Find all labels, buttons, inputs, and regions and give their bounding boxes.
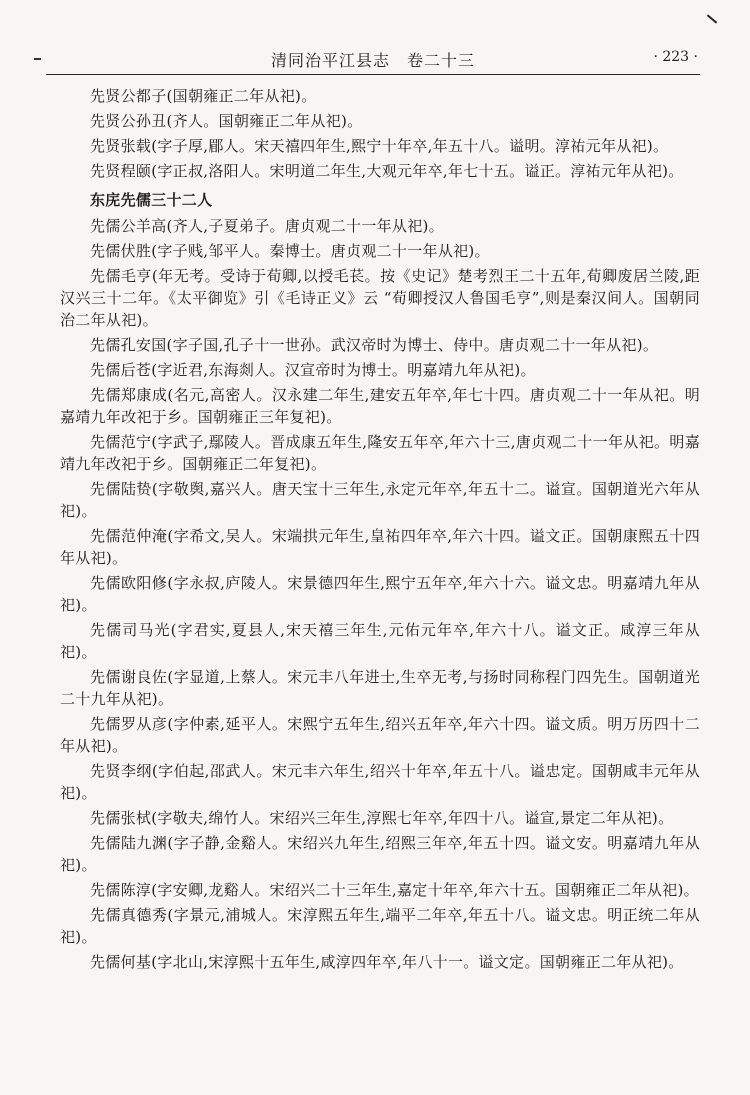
entry-paragraph: 先儒毛亨(年无考。受诗于荀卿,以授毛苌。按《史记》楚考烈王二十五年,荀卿废居兰陵,距汉兴三十二年。《太平御览》引《毛诗正义》云 “荀卿授汉人鲁国毛亨”,则是秦汉间人。国朝同治二年从祀)。 [60,267,700,329]
entry-paragraph: 先儒陆贽(字敬舆,嘉兴人。唐天宝十三年生,永定元年卒,年五十二。谥宣。国朝道光六年从祀)。 [60,480,700,520]
entry-paragraph: 先贤公孙丑(齐人。国朝雍正二年从祀)。 [90,112,363,130]
entry-paragraph: 先儒司马光(字君实,夏县人,宋天禧三年生,元佑元年卒,年六十八。谥文正。咸淳三年从祀)。 [60,621,700,661]
scan-mark [34,58,41,60]
entry-paragraph: 先儒欧阳修(字永叔,庐陵人。宋景德四年生,熙宁五年卒,年六十六。谥文忠。明嘉靖九年从祀)。 [60,574,700,614]
entry-paragraph: 先儒陆九渊(字子静,金谿人。宋绍兴九年生,绍熙三年卒,年五十四。谥文安。明嘉靖九年从祀)。 [60,834,700,874]
entry-paragraph: 先儒后苍(字近君,东海剡人。汉宣帝时为博士。明嘉靖九年从祀)。 [90,361,536,379]
entry-paragraph: 先贤李纲(字伯起,邵武人。宋元丰六年生,绍兴十年卒,年五十八。谥忠定。国朝咸丰元年从祀)。 [60,762,700,802]
running-header [46,44,700,75]
scan-mark [707,14,717,23]
entry-paragraph: 先儒真德秀(字景元,浦城人。宋淳熙五年生,端平二年卒,年五十八。谥文忠。明正统二年从祀)。 [60,906,700,946]
entry-paragraph: 先贤张载(字子厚,郿人。宋天禧四年生,熙宁十年卒,年五十八。谥明。淳祐元年从祀)。 [90,137,669,155]
entry-paragraph: 先儒孔安国(字子国,孔子十一世孙。武汉帝时为博士、侍中。唐贞观二十一年从祀)。 [90,336,659,354]
header-title: 清同治平江县志 卷二十三 [270,51,475,70]
entry-paragraph: 先儒伏胜(字子贱,邹平人。秦博士。唐贞观二十一年从祀)。 [90,242,490,260]
entry-paragraph: 先儒陈淳(字安卿,龙谿人。宋绍兴二十三年生,嘉定十年卒,年六十五。国朝雍正二年从祀)。 [90,881,699,899]
entry-paragraph: 先贤公都子(国朝雍正二年从祀)。 [90,87,317,105]
entry-paragraph: 先儒张栻(字敬夫,绵竹人。宋绍兴三年生,淳熙七年卒,年四十八。谥宣,景定二年从祀)。 [90,809,674,827]
entry-paragraph: 先儒罗从彦(字仲素,延平人。宋熙宁五年生,绍兴五年卒,年六十四。谥文质。明万历四十二年从祀)。 [60,715,700,755]
entry-paragraph: 先儒范宁(字武子,鄢陵人。晋成康五年生,隆安五年卒,年六十三,唐贞观二十一年从祀。明嘉靖九年改祀于乡。国朝雍正二年复祀)。 [60,433,700,473]
entry-paragraph: 先儒何基(字北山,宋淳熙十五年生,咸淳四年卒,年八十一。谥文定。国朝雍正二年从祀)。 [90,953,684,971]
page-number: · 223 · [653,49,698,65]
entry-paragraph: 先儒谢良佐(字显道,上蔡人。宋元丰八年进士,生卒无考,与扬时同称程门四先生。国朝道光二十九年从祀)。 [60,668,700,708]
entry-paragraph: 先儒郑康成(名元,高密人。汉永建二年生,建安五年卒,年七十四。唐贞观二十一年从祀。明嘉靖九年改祀于乡。国朝雍正三年复祀)。 [60,386,700,426]
entry-paragraph: 先儒范仲淹(字希文,吴人。宋端拱元年生,皇祐四年卒,年六十四。谥文正。国朝康熙五十四年从祀)。 [60,527,700,567]
entry-paragraph: 先贤程颐(字正叔,洛阳人。宋明道二年生,大观元年卒,年七十五。谥正。淳祐元年从祀)。 [90,162,684,180]
section-heading: 东庑先儒三十二人 [90,191,213,209]
body-text [60,85,700,976]
entry-paragraph: 先儒公羊高(齐人,子夏弟子。唐贞观二十一年从祀)。 [90,217,444,235]
